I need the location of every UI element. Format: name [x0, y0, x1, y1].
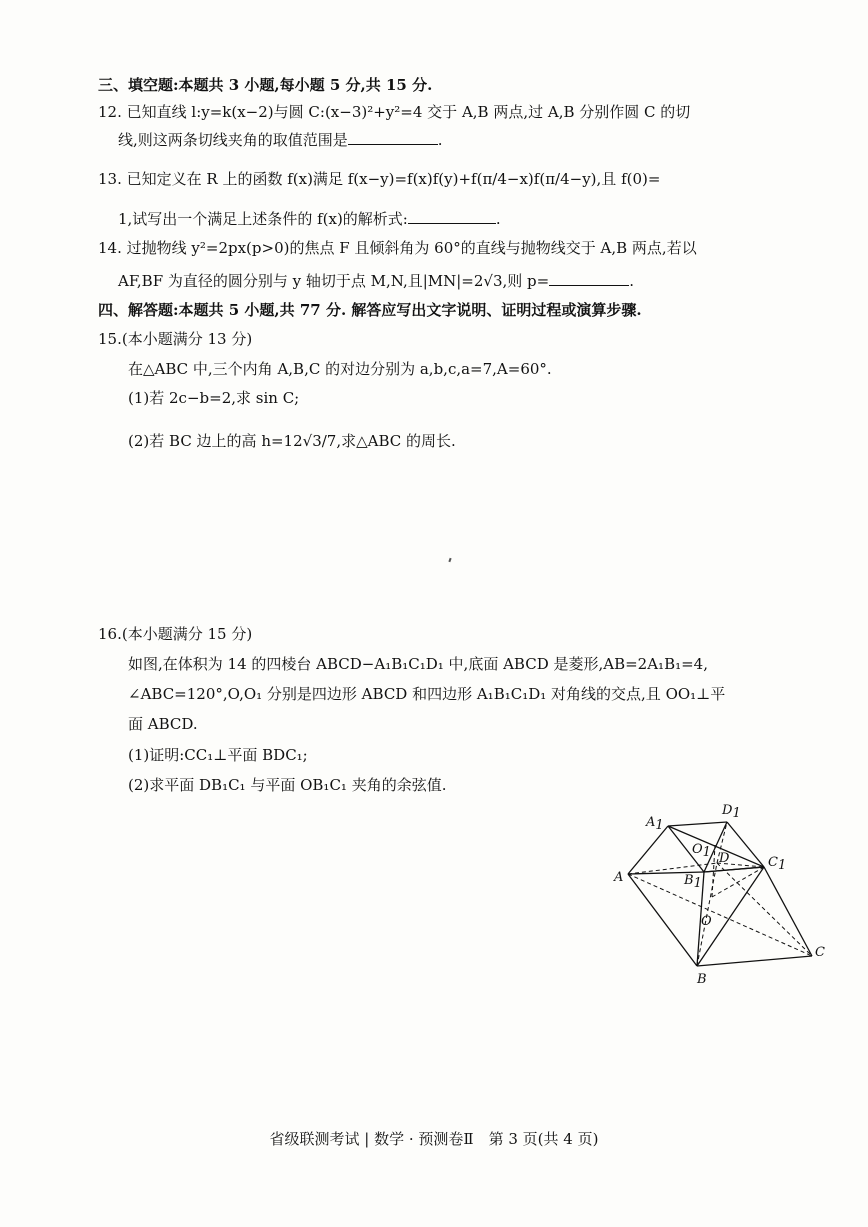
label-b: B [697, 972, 707, 987]
q14-answer-blank[interactable] [549, 271, 629, 286]
q16-part2: (2)求平面 DB₁C₁ 与平面 OB₁C₁ 夹角的余弦值. [128, 776, 447, 794]
q14-line2 [118, 270, 634, 292]
section3-heading: 三、填空题:本题共 3 小题,每小题 5 分,共 15 分. [98, 76, 433, 94]
q16-stem3: 面 ABCD. [128, 715, 198, 733]
label-d1: D1 [722, 803, 741, 821]
q16-title: 16.(本小题满分 15 分) [98, 625, 253, 643]
label-o1: O1 [692, 842, 711, 860]
q16-stem2: ∠ABC=120°,O,O₁ 分别是四边形 ABCD 和四边形 A₁B₁C₁D₁ 对角线的交点,且 OO₁⊥平 [128, 685, 726, 703]
q13-line2-text: 1,试写出一个满足上述条件的 f(x)的解析式: [118, 210, 408, 228]
label-d: D [719, 851, 730, 866]
frustum-figure [600, 800, 840, 990]
q16-part1: (1)证明:CC₁⊥平面 BDC₁; [128, 746, 308, 764]
label-c1: C1 [768, 855, 787, 873]
q16-stem1: 如图,在体积为 14 的四棱台 ABCD−A₁B₁C₁D₁ 中,底面 ABCD 是菱形,AB=2A₁B₁=4, [128, 655, 708, 673]
q15-stem: 在△ABC 中,三个内角 A,B,C 的对边分别为 a,b,c,a=7,A=60°. [128, 360, 552, 378]
q15-part2: (2)若 BC 边上的高 h=12√3/7,求△ABC 的周长. [128, 432, 456, 450]
edge-a1-d1 [668, 822, 727, 826]
label-a1: A1 [646, 815, 664, 833]
label-o: O [701, 914, 712, 929]
q14-line2-text: AF,BF 为直径的圆分别与 y 轴切于点 M,N,且|MN|=2√3,则 p= [118, 272, 550, 290]
edge-d1-c1 [727, 822, 764, 867]
q13-line2 [118, 208, 501, 230]
edge-b1-c1-front [704, 867, 764, 872]
q14-line1: 14. 过抛物线 y²=2px(p>0)的焦点 F 且倾斜角为 60°的直线与抛物线交于 A,B 两点,若以 [98, 239, 697, 257]
q13-line2-end: . [495, 210, 501, 228]
q12-line2-text: 线,则这两条切线夹角的取值范围是 [118, 131, 348, 149]
q12-line2-end: . [437, 131, 443, 149]
q15-title: 15.(本小题满分 13 分) [98, 330, 253, 348]
label-c: C [815, 945, 825, 960]
q13-answer-blank[interactable] [408, 209, 496, 224]
q12-line2 [118, 129, 443, 151]
diag-a-c [628, 874, 812, 956]
q12-line1: 12. 已知直线 l:y=k(x−2)与圆 C:(x−3)²+y²=4 交于 A,B 两点,过 A,B 分别作圆 C 的切 [98, 103, 691, 121]
segment-o-c1 [712, 867, 764, 897]
label-a: A [614, 870, 624, 885]
edge-a-a1 [628, 826, 668, 874]
q14-line2-end: . [629, 272, 635, 290]
section4-heading: 四、解答题:本题共 5 小题,共 77 分. 解答应写出文字说明、证明过程或演算步骤. [98, 301, 642, 319]
edge-c1-c [764, 867, 812, 956]
q15-part1: (1)若 2c−b=2,求 sin C; [128, 389, 300, 407]
q12-answer-blank[interactable] [348, 130, 438, 145]
edge-b-c [697, 956, 812, 966]
q13-line1: 13. 已知定义在 R 上的函数 f(x)满足 f(x−y)=f(x)f(y)+f(π/4−x)f(π/4−y),且 f(0)= [98, 170, 661, 188]
page-footer: 省级联测考试 | 数学 · 预测卷Ⅱ 第 3 页(共 4 页) [269, 1130, 599, 1148]
label-b1: B1 [684, 873, 702, 891]
edge-d-c [717, 863, 812, 956]
scan-speck [448, 558, 451, 562]
